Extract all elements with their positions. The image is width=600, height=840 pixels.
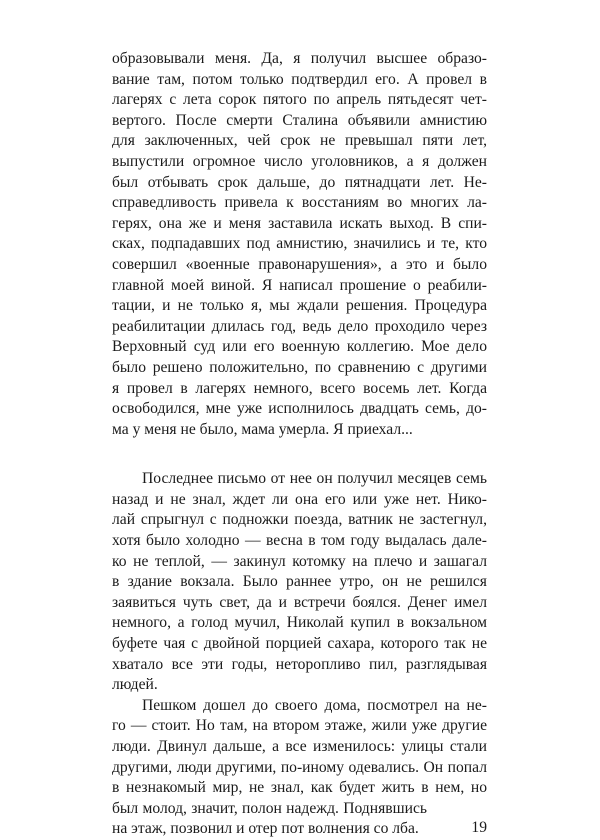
text-line: в здание вокзала. Было раннее утро, он не решился [112,573,487,591]
text-line: был отбывать срок дальше, до пятнадцати лет. Не- [112,173,487,191]
text-line: освободился, мне уже исполнилось двадцать семь, до- [112,400,487,418]
text-line: в незнакомый мир, не знал, как будет жить в нем, но [112,779,487,797]
text-line: для заключенных, чей срок не превышал пяти лет, [112,132,487,150]
text-line: Последнее письмо от нее он получил месяцев семь [142,470,487,488]
text-line: хватало все эти годы, неторопливо пил, разглядывая [112,655,487,673]
book-page [112,49,487,840]
text-line: ко не теплой, — закинул котомку на плечо и зашагал [112,552,487,570]
last-line-row [112,819,487,840]
page-number: 19 [471,819,487,837]
text-line: образовывали меня. Да, я получил высшее образо- [112,50,487,67]
text-line: хотя было холодно — весна в том году выдалась дале- [112,532,487,550]
text-line: тации, и не только я, мы ждали решения. Процедура [112,297,487,315]
paragraph-3 [112,696,487,840]
text-line: го — стоит. Но там, на втором этаже, жили уже другие [112,717,487,735]
text-line: люди. Двинул дальше, а все изменилось: улицы стали [112,738,487,755]
text-line: вертого. После смерти Сталина объявили амнистию [112,111,487,129]
text-line: выпустили огромное число уголовников, а я должен [112,152,487,170]
text-line: герях, она же и меня заставила искать выход. В спи- [112,214,487,232]
text-line: реабилитации длилась год, ведь дело проходило через [112,317,487,335]
text-line: на этаж, позвонил и отер пот волнения со лба. [112,820,419,838]
text-line: заявиться чуть свет, да и встречи боялся. Денег имел [112,593,487,611]
text-line: буфете чая с двойной порцией сахара, которого так не [112,635,487,653]
text-line: лагерях с лета сорок пятого по апрель пятьдесят чет- [112,91,487,109]
text-line: сках, подпадавших под амнистию, значились и те, кто [112,235,487,253]
paragraph-1 [112,49,487,440]
text-line: назад и не знал, ждет ли она его или уже нет. Нико- [112,490,487,508]
paragraph-2 [112,469,487,696]
text-line: немного, а голод мучил, Николай купил в вокзальном [112,614,487,632]
text-line: другими, люди другими, по-иному одевались. Он попал [112,758,487,776]
text-line: главной моей виной. Я написал прошение о реабили- [112,276,487,294]
text-line: было решено положительно, по сравнению с другими [112,358,487,376]
text-line: был молод, значит, полон надежд. Поднявшись [112,799,427,817]
text-line: людей. [112,676,158,694]
text-line: совершил «военные правонарушения», а это и было [112,255,487,273]
text-line: Пешком дошел до своего дома, посмотрел на не- [142,696,487,714]
text-line: Верховный суд или его военную коллегию. Мое дело [112,338,487,356]
text-line: я провел в лагерях немного, всего восемь лет. Когда [112,379,487,397]
text-line: ма у меня не было, мама умерла. Я приехал... [112,420,413,438]
text-line: лай спрыгнул с подножки поезда, ватник не застегнул, [112,511,487,529]
section-break [112,440,487,469]
text-line: справедливость привела к восстаниям во многих ла- [112,194,487,212]
text-line: вание там, потом только подтвердил его. А провел в [112,70,487,88]
